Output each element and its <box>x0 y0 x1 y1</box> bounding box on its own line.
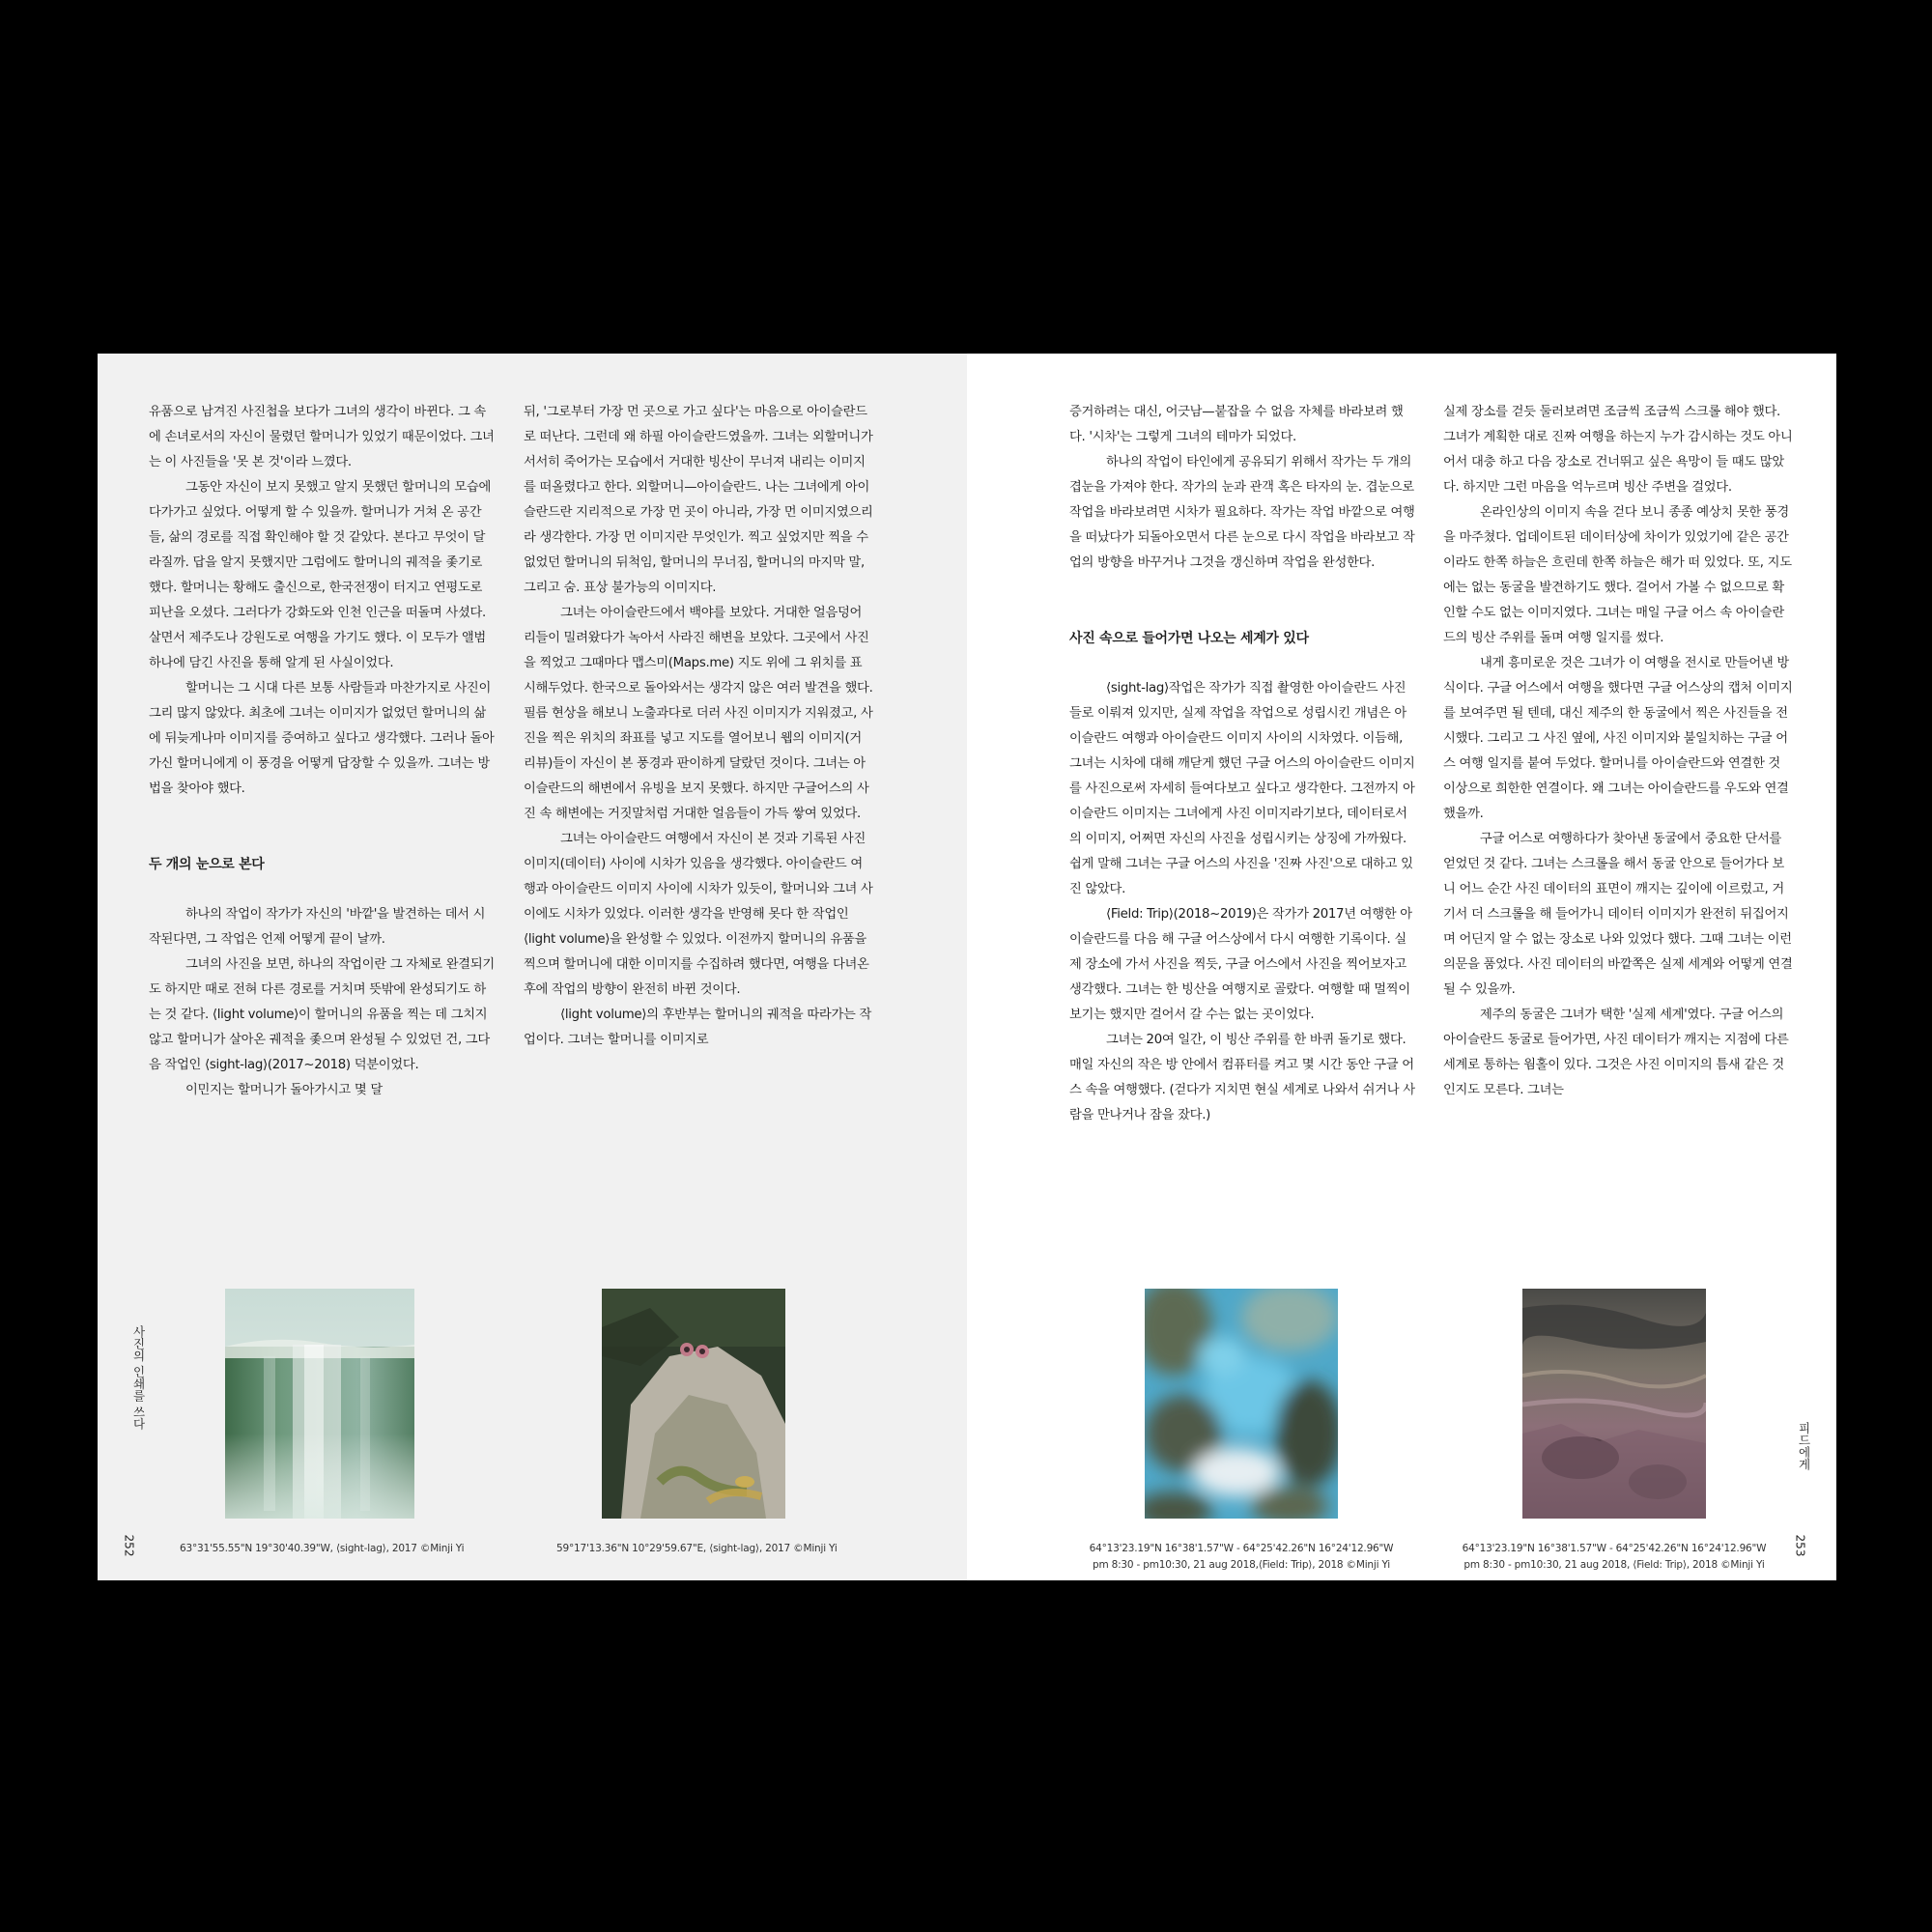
page-number: 252 <box>122 1534 136 1557</box>
caption-line: pm 8:30 - pm10:30, 21 aug 2018,⟨Field: Trip⟩, 2018 ©Minji Yi <box>1092 1559 1391 1571</box>
paragraph: 유품으로 남겨진 사진첩을 보다가 그녀의 생각이 바뀐다. 그 속에 손녀로서의 자신이 물렸던 할머니가 있었기 때문이었다. 그녀는 이 사진들을 '못 본 것'이라 느꼈다. <box>149 405 495 469</box>
paragraph: 구글 어스로 여행하다가 찾아낸 동굴에서 중요한 단서를 얻었던 것 같다. 그녀는 스크롤을 해서 동굴 안으로 들어가다 보니 어느 순간 사진 데이터의 표면이 깨지는 깊이에 이르렀고, 거기서 더 스크롤을 해 들어가니 데이터 이미지가 완전히 뒤집어지며 어딘지 알 수 없는 장소로 나와 있었다 했다. 그때 그녀는 이런 의문을 품었다. 사진 데이터의 바깥쪽은 실제 세계와 어떻게 연결될 수 있을까. <box>1443 832 1793 997</box>
right-column-1 <box>1069 400 1417 1128</box>
waterfall-photo <box>225 1289 414 1519</box>
paragraph: ⟨sight-lag⟩작업은 작가가 직접 촬영한 아이슬란드 사진들로 이뤄져 있지만, 실제 작업을 작업으로 성립시킨 개념은 아이슬란드 여행과 아이슬란드 이미지 사이의 시차였다. 이듬해, 그녀는 시차에 대해 깨닫게 했던 구글 어스의 아이슬란드 이미지를 사진으로써 자세히 들여다보고 싶다고 생각한다. 그전까지 아이슬란드 이미지는 그녀에게 사진 이미지라기보다, 데이터로서의 이미지, 어쩌면 자신의 사진을 성립시키는 상징에 가까웠다. 쉽게 말해 그녀는 구글 어스의 사진을 '진짜 사진'으로 대하고 있진 않았다. <box>1069 681 1415 896</box>
left-page <box>98 354 967 1580</box>
caption-line: 64°13'23.19"N 16°38'1.57"W - 64°25'42.26"N 16°24'12.96"W <box>1089 1543 1394 1554</box>
cave-rock-photo <box>1522 1289 1706 1519</box>
caption-line: 64°13'23.19"N 16°38'1.57"W - 64°25'42.26"N 16°24'12.96"W <box>1462 1543 1767 1554</box>
paragraph: 실제 장소를 걷듯 둘러보려면 조금씩 조금씩 스크롤 해야 했다. 그녀가 계획한 대로 진짜 여행을 하는지 누가 감시하는 것도 아니어서 대충 하고 다음 장소로 건너뛰고 싶은 욕망이 들 때도 많았다. 하지만 그런 마음을 억누르며 빙산 주변을 걸었다. <box>1443 405 1793 495</box>
paragraph: ⟨Field: Trip⟩(2018~2019)은 작가가 2017년 여행한 아이슬란드를 다음 해 구글 어스상에서 다시 여행한 기록이다. 실제 장소에 가서 사진을 찍듯, 구글 어스에서 사진을 찍어보자고 생각했다. 그녀는 한 빙산을 여행지로 골랐다. 여행할 때 멀찍이 보기는 했지만 걸어서 갈 수는 없는 곳이었다. <box>1069 907 1412 1022</box>
paragraph: 이민지는 할머니가 돌아가시고 몇 달 <box>185 1083 383 1097</box>
photo-caption <box>1440 1541 1788 1574</box>
left-running-title: 사진의 인쇄를 쓰다 <box>131 1325 146 1430</box>
paragraph: 하나의 작업이 타인에게 공유되기 위해서 작가는 두 개의 겹눈을 가져야 한다. 작가의 눈과 관객 혹은 타자의 눈. 겹눈으로 작업을 바라보려면 시차가 필요하다. 작가는 작업 바깥으로 여행을 떠났다가 되돌아오면서 다른 눈으로 다시 작업을 바라보고 작업의 방향을 바꾸거나 그것을 갱신하며 작업을 완성한다. <box>1069 455 1415 570</box>
paragraph: 그동안 자신이 보지 못했고 알지 못했던 할머니의 모습에 다가가고 싶었다. 어떻게 할 수 있을까. 할머니가 거쳐 온 공간들, 삶의 경로를 직접 확인해야 할 것 같았다. 본다고 무엇이 달라질까. 답을 알지 못했지만 그럼에도 할머니의 궤적을 좇기로 했다. 할머니는 황해도 출신으로, 한국전쟁이 터지고 연평도로 피난을 오셨다. 그러다가 강화도와 인천 인근을 떠돌며 사셨다. 살면서 제주도나 강원도로 여행을 가기도 했다. 이 모두가 앨범 하나에 담긴 사진을 통해 알게 된 사실이었다. <box>149 480 492 670</box>
paragraph: 뒤, '그로부터 가장 먼 곳으로 가고 싶다'는 마음으로 아이슬란드로 떠난다. 그런데 왜 하필 아이슬란드였을까. 그녀는 외할머니가 서서히 죽어가는 모습에서 거대한 빙산이 무너져 내리는 이미지를 떠올렸다고 한다. 외할머니—아이슬란드. 나는 그녀에게 아이슬란드란 지리적으로 가장 먼 곳이 아니라, 가장 먼 이미지였으리라 생각한다. 가장 먼 이미지란 무엇인가. 찍고 싶었지만 찍을 수 없었던 할머니의 뒤척임, 할머니의 무너짐, 할머니의 마지막 말, 그리고 숨. 표상 불가능의 이미지다. <box>524 405 873 595</box>
section-heading: 사진 속으로 들어가면 나오는 세계가 있다 <box>1069 631 1309 646</box>
right-running-title: 피드에게 <box>1797 1422 1811 1470</box>
left-column-2 <box>524 400 873 1053</box>
paragraph: 그녀는 20여 일간, 이 빙산 주위를 한 바퀴 돌기로 했다. 매일 자신의 작은 방 안에서 컴퓨터를 켜고 몇 시간 동안 구글 어스 속을 여행했다. (걷다가 지치면 현실 세계로 나와서 쉬거나 사람을 만나거나 잠을 잤다.) <box>1069 1033 1415 1122</box>
right-column-2 <box>1443 400 1793 1103</box>
paragraph: 그녀는 아이슬란드에서 백야를 보았다. 거대한 얼음덩어리들이 밀려왔다가 녹아서 사라진 해변을 보았다. 그곳에서 사진을 찍었고 그때마다 맵스미(Maps.me) 지도 위에 그 위치를 표시해두었다. 한국으로 돌아와서는 생각지 않은 여러 발견을 했다. 필름 현상을 해보니 노출과다로 더러 사진 이미지가 지워졌고, 사진을 찍은 위치의 좌표를 넣고 지도를 열어보니 웹의 이미지(거리뷰)들이 자신이 본 풍경과 판이하게 달랐던 것이다. 그녀는 아이슬란드의 해변에서 유빙을 보지 못했다. 하지만 구글어스의 사진 속 해변에는 거짓말처럼 거대한 얼음들이 가득 쌓여 있었다. <box>524 606 873 821</box>
photo-caption <box>1067 1541 1415 1574</box>
paragraph: 하나의 작업이 작가가 자신의 '바깥'을 발견하는 데서 시작된다면, 그 작업은 언제 어떻게 끝이 날까. <box>149 907 486 947</box>
paragraph: 제주의 동굴은 그녀가 택한 '실제 세계'였다. 구글 어스의 아이슬란드 동굴로 들어가면, 사진 데이터가 깨지는 지점에 다른 세계로 통하는 웜홀이 있다. 그것은 사진 이미지의 틈새 같은 것인지도 모른다. 그녀는 <box>1443 1008 1789 1097</box>
blurred-satellite-photo <box>1145 1289 1338 1519</box>
photo-caption: 59°17'13.36"N 10°29'59.67"E, ⟨sight-lag⟩, 2017 ©Minji Yi <box>556 1543 838 1554</box>
paragraph: 증거하려는 대신, 어긋남—붙잡을 수 없음 자체를 바라보려 했다. '시차'는 그렇게 그녀의 테마가 되었다. <box>1069 405 1404 444</box>
right-page <box>967 354 1836 1580</box>
paragraph: 할머니는 그 시대 다른 보통 사람들과 마찬가지로 사진이 그리 많지 않았다. 최초에 그녀는 이미지가 없었던 할머니의 삶에 뒤늦게나마 이미지를 증여하고 싶다고 생각했다. 그러나 돌아가신 할머니에게 이 풍경을 어떻게 답장할 수 있을까. 그녀는 방법을 찾아야 했다. <box>149 681 495 796</box>
page-number: 253 <box>1793 1534 1807 1557</box>
rock-with-flowers-photo <box>602 1289 785 1519</box>
caption-line: pm 8:30 - pm10:30, 21 aug 2018, ⟨Field: Trip⟩, 2018 ©Minji Yi <box>1463 1559 1765 1571</box>
photo-caption: 63°31'55.55"N 19°30'40.39"W, ⟨sight-lag⟩, 2017 ©Minji Yi <box>180 1543 465 1554</box>
left-column-1 <box>149 400 495 1103</box>
paragraph: ⟨light volume⟩의 후반부는 할머니의 궤적을 따라가는 작업이다. 그녀는 할머니를 이미지로 <box>524 1008 872 1047</box>
section-heading: 두 개의 눈으로 본다 <box>149 857 265 872</box>
paragraph: 그녀는 아이슬란드 여행에서 자신이 본 것과 기록된 사진 이미지(데이터) 사이에 시차가 있음을 생각했다. 아이슬란드 여행과 아이슬란드 이미지 사이에 시차가 있듯이, 할머니와 그녀 사이에도 시차가 있었다. 이러한 생각을 반영해 못다 한 작업인 ⟨light volume⟩을 완성할 수 있었다. 이전까지 할머니의 유품을 찍으며 할머니에 대한 이미지를 수집하려 했다면, 여행을 다녀온 후에 작업의 방향이 완전히 바뀐 것이다. <box>524 832 873 997</box>
paragraph: 온라인상의 이미지 속을 걷다 보니 종종 예상치 못한 풍경을 마주쳤다. 업데이트된 데이터상에 차이가 있었기에 같은 공간이라도 한쪽 하늘은 흐린데 한쪽 하늘은 해가 떠 있었다. 또, 지도에는 없는 동굴을 발견하기도 했다. 걸어서 가볼 수 없으므로 확인할 수도 없는 이미지였다. 그녀는 매일 구글 어스 속 아이슬란드의 빙산 주위를 돌며 여행 일지를 썼다. <box>1443 505 1792 645</box>
magazine-spread <box>98 354 1836 1580</box>
paragraph: 그녀의 사진을 보면, 하나의 작업이란 그 자체로 완결되기도 하지만 때로 전혀 다른 경로를 거치며 뜻밖에 완성되기도 하는 것 같다. ⟨light volume⟩이 할머니의 유품을 찍는 데 그치지 않고 할머니가 살아온 궤적을 좇으며 완성될 수 있었던 건, 그다음 작업인 ⟨sight-lag⟩(2017~2018) 덕분이었다. <box>149 957 495 1072</box>
paragraph: 내게 흥미로운 것은 그녀가 이 여행을 전시로 만들어낸 방식이다. 구글 어스에서 여행을 했다면 구글 어스상의 캡처 이미지를 보여주면 될 텐데, 대신 제주의 한 동굴에서 찍은 사진들을 전시했다. 그리고 그 사진 옆에, 사진 이미지와 불일치하는 구글 어스 여행 일지를 붙여 두었다. 할머니를 아이슬란드와 연결한 것 이상으로 희한한 연결이다. 왜 그녀는 아이슬란드를 우도와 연결했을까. <box>1443 656 1793 821</box>
